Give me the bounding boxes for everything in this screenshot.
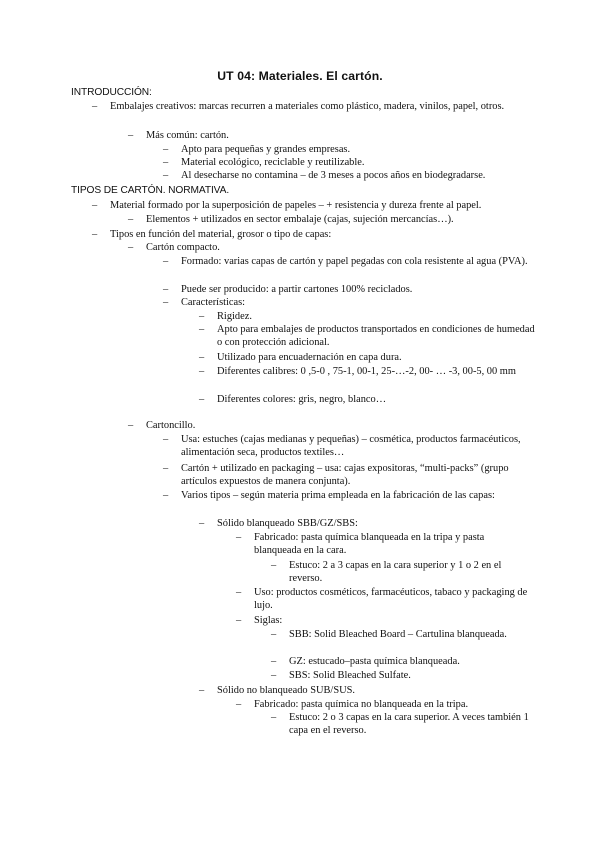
list-item-text: Diferentes calibres: 0 ,5-0 , 75-1, 00-1, 25-…-2, 00- … -3, 00-5, 00 mm [217,366,516,377]
bullet-dash: – [236,615,242,626]
list-item-text: Cartón + utilizado en packaging – usa: cajas expositoras, “multi-packs” (grupo artículos expuestos de manera conjunta). [181,463,509,487]
list-item [236,532,534,557]
bullet-dash: – [199,311,205,322]
list-item-text: Embalajes creativos: marcas recurren a materiales como plástico, madera, vinilos, papel, otros. [110,101,505,112]
list-item-text: Cartón compacto. [146,242,220,253]
bullet-dash: – [163,170,169,181]
list-item-text: Tipos en función del material, grosor o tipo de capas: [110,229,332,240]
list-item [128,242,526,255]
list-item [163,144,531,157]
list-item-text: SBB: Solid Bleached Board – Cartulina blanqueada. [289,629,507,640]
list-item-text: Puede ser producido: a partir cartones 100% reciclados. [181,284,413,295]
bullet-dash: – [163,157,169,168]
list-item-text: Apto para pequeñas y grandes empresas. [181,144,351,155]
bullet-dash: – [163,434,169,445]
list-item-text: Utilizado para encuadernación en capa dura. [217,352,402,363]
list-item [271,712,529,737]
list-item-text: Varios tipos – según materia prima empleada en la fabricación de las capas: [181,490,495,501]
list-item-text: Siglas: [254,615,283,626]
list-item [236,615,534,628]
list-item [199,394,537,407]
bullet-dash: – [271,712,277,723]
list-item-text: Usa: estuches (cajas medianas y pequeñas) – cosmética, productos farmacéuticos, alimentación seca, productos textiles… [181,434,521,458]
bullet-dash: – [128,242,134,253]
list-item-text: Uso: productos cosméticos, farmacéuticos, tabaco y packaging de lujo. [254,587,528,611]
bullet-dash: – [236,587,242,598]
list-item [271,560,529,585]
bullet-dash: – [163,297,169,308]
bullet-dash: – [199,352,205,363]
list-item [92,200,540,213]
list-item [128,130,526,143]
bullet-dash: – [92,101,98,112]
list-item-text: Características: [181,297,246,308]
list-item-text: GZ: estucado–pasta química blanqueada. [289,656,460,667]
list-item-text: Elementos + utilizados en sector embalaje (cajas, sujeción mercancías…). [146,214,454,225]
list-item-text: Rigidez. [217,311,252,322]
list-item [271,629,529,642]
bullet-dash: – [199,394,205,405]
bullet-dash: – [163,463,169,474]
bullet-dash: – [128,420,134,431]
list-item [128,214,526,227]
list-item [163,463,531,488]
list-item [163,284,531,297]
list-item [163,434,531,459]
bullet-dash: – [236,699,242,710]
bullet-dash: – [271,629,277,640]
list-item [128,420,526,433]
list-item [92,101,540,114]
bullet-dash: – [128,130,134,141]
list-item-text: Estuco: 2 o 3 capas en la cara superior. A veces también 1 capa en el reverso. [289,712,529,736]
bullet-dash: – [163,256,169,267]
list-item [271,670,529,683]
bullet-dash: – [271,656,277,667]
list-item-text: Más común: cartón. [146,130,229,141]
list-item-text: Sólido no blanqueado SUB/SUS. [217,685,355,696]
list-item-text: Sólido blanqueado SBB/GZ/SBS: [217,518,358,529]
list-item-text: Diferentes colores: gris, negro, blanco… [217,394,387,405]
list-item [163,157,531,170]
bullet-dash: – [92,200,98,211]
bullet-dash: – [163,490,169,501]
list-item [163,490,531,503]
page-title: UT 04: Materiales. El cartón. [217,69,383,83]
list-item-text: Cartoncillo. [146,420,196,431]
list-item [163,170,531,183]
list-item [163,297,531,310]
list-item [236,587,534,612]
list-item-text: Al desecharse no contamina – de 3 meses a pocos años en biodegradarse. [181,170,486,181]
list-item-text: Material formado por la superposición de papeles – + resistencia y dureza frente al papel. [110,200,482,211]
list-item [236,699,534,712]
bullet-dash: – [271,560,277,571]
list-item-text: Estuco: 2 a 3 capas en la cara superior y 1 o 2 en el reverso. [289,560,502,584]
bullet-dash: – [199,518,205,529]
list-item-text: SBS: Solid Bleached Sulfate. [289,670,411,681]
bullet-dash: – [163,284,169,295]
list-item [199,311,537,324]
list-item [163,256,531,269]
bullet-dash: – [236,532,242,543]
bullet-dash: – [199,685,205,696]
list-item [199,685,537,698]
list-item [199,518,537,531]
list-item [199,352,537,365]
bullet-dash: – [92,229,98,240]
bullet-dash: – [199,324,205,335]
list-item-text: Material ecológico, reciclable y reutilizable. [181,157,365,168]
bullet-dash: – [199,366,205,377]
list-item [271,656,529,669]
list-item [92,229,540,242]
section-heading-introduccion: INTRODUCCIÓN: [71,87,152,98]
list-item-text: Formado: varias capas de cartón y papel pegadas con cola resistente al agua (PVA). [181,256,528,267]
bullet-dash: – [271,670,277,681]
list-item [199,324,537,349]
list-item-text: Fabricado: pasta química no blanqueada en la tripa. [254,699,469,710]
list-item [199,366,537,379]
bullet-dash: – [163,144,169,155]
bullet-dash: – [128,214,134,225]
section-heading-tipos-de-carton: TIPOS DE CARTÓN. NORMATIVA. [71,185,230,196]
list-item-text: Apto para embalajes de productos transportados en condiciones de humedad o con protección adicional. [217,324,535,348]
list-item-text: Fabricado: pasta química blanqueada en la tripa y pasta blanqueada en la cara. [254,532,485,556]
